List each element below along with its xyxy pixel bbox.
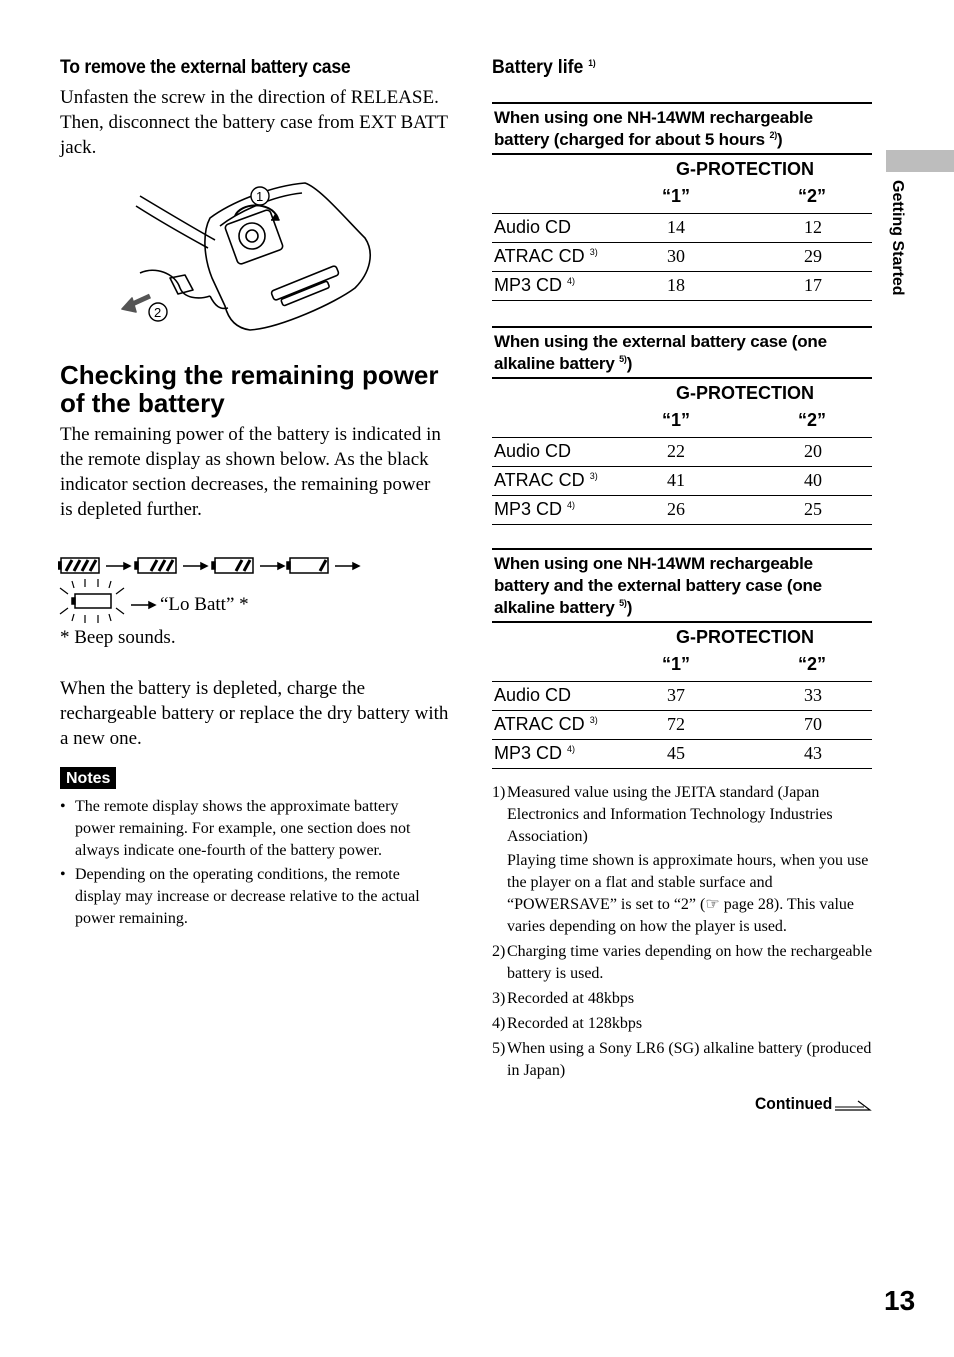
step-2-label: 2 xyxy=(154,305,162,320)
g-protection-header: G-PROTECTION xyxy=(676,383,814,403)
table-caption: When using one NH-14WM rechargeable battery and the external battery case (one alkaline battery $^{5)}$) xyxy=(492,548,872,623)
battery-full-icon xyxy=(58,558,99,573)
page-number: 13 xyxy=(884,1285,916,1316)
lo-batt-label: “Lo Batt” * xyxy=(160,594,249,615)
table-row: ATRAC CD $^{3)}$ 72 70 xyxy=(492,711,872,740)
column-header-2: “2” xyxy=(798,410,827,430)
table-row: Audio CD 37 33 xyxy=(492,682,872,711)
table-row: MP3 CD $^{4)}$ 18 17 xyxy=(492,272,872,301)
battery-half-icon xyxy=(212,558,253,573)
section-tab-marker xyxy=(886,150,954,172)
battery-life-table-external xyxy=(492,326,872,525)
continued-label: Continued xyxy=(755,1094,833,1113)
table-row: Audio CD 14 12 xyxy=(492,214,872,243)
note-item: • The remote display shows the approximate battery power remaining. For example, one section does not always indicate one-fourth of the battery power. xyxy=(60,796,440,862)
table-row: Audio CD 22 20 xyxy=(492,438,872,467)
battery-life-table-rechargeable xyxy=(492,102,872,301)
battery-quarter-icon xyxy=(287,558,328,573)
notes-list xyxy=(60,796,440,932)
g-protection-header: G-PROTECTION xyxy=(676,159,814,179)
footnote: 4) Recorded at 128kbps xyxy=(492,1015,643,1032)
g-protection-header: G-PROTECTION xyxy=(676,627,814,647)
table-row: ATRAC CD $^{3)}$ 30 29 xyxy=(492,243,872,272)
column-header-1: “1” xyxy=(662,654,691,674)
remove-case-instructions: Unfasten the screw in the direction of RELEASE. Then, disconnect the battery case from EXT BATT jack. xyxy=(60,87,448,158)
checking-power-heading: Checking the remaining power of the battery xyxy=(60,360,439,418)
beep-footnote: * Beep sounds. xyxy=(60,627,176,648)
column-header-2: “2” xyxy=(798,654,827,674)
depleted-instructions: When the battery is depleted, charge the rechargeable battery or replace the dry battery with a new one. xyxy=(60,678,449,749)
reference-hand-icon: ☞ xyxy=(705,896,720,913)
remove-case-heading: To remove the external battery case xyxy=(60,57,351,78)
table-row: MP3 CD $^{4)}$ 45 43 xyxy=(492,740,872,769)
footnote: 2) Charging time varies depending on how the rechargeable battery is used. xyxy=(492,943,873,982)
footnotes xyxy=(492,782,876,1085)
checking-power-body: The remaining power of the battery is indicated in the remote display as shown below. As the black indicator section decreases, the remaining power is depleted further. xyxy=(60,424,441,520)
column-header-1: “1” xyxy=(662,410,691,430)
footnote: 1) Measured value using the JEITA standard (Japan Electronics and Information Technology Industries Association) Playing time shown is approximate hours, when you use the player on a flat and stable surface and “POWERSAVE” is set to “2” (☞ page 28). This value varies depending on how the player is used. xyxy=(492,784,869,935)
battery-three-quarter-icon xyxy=(135,558,176,573)
battery-empty-blinking-icon xyxy=(60,579,124,623)
table-row: MP3 CD $^{4)}$ 26 25 xyxy=(492,496,872,525)
column-header-2: “2” xyxy=(798,186,827,206)
table-caption: When using the external battery case (one alkaline battery $^{5)}$) xyxy=(492,326,872,379)
section-tab-label: Getting Started xyxy=(889,180,906,296)
table-row: ATRAC CD $^{3)}$ 41 40 xyxy=(492,467,872,496)
battery-life-table-combined xyxy=(492,548,872,769)
battery-case-illustration xyxy=(120,178,380,338)
notes-badge: Notes xyxy=(60,767,116,789)
step-1-label: 1 xyxy=(256,189,264,204)
table-caption: When using one NH-14WM rechargeable battery (charged for about 5 hours $^{2)}$) xyxy=(492,102,872,155)
column-header-1: “1” xyxy=(662,186,691,206)
footnote: 3) Recorded at 48kbps xyxy=(492,990,635,1007)
continued-arrow-icon xyxy=(834,1099,872,1113)
note-item: • Depending on the operating conditions, the remote display may increase or decrease relative to the actual power remaining. xyxy=(60,864,440,930)
battery-life-heading: Battery life $^{1)}$ xyxy=(492,57,596,78)
footnote: 5) When using a Sony LR6 (SG) alkaline battery (produced in Japan) xyxy=(492,1040,872,1079)
